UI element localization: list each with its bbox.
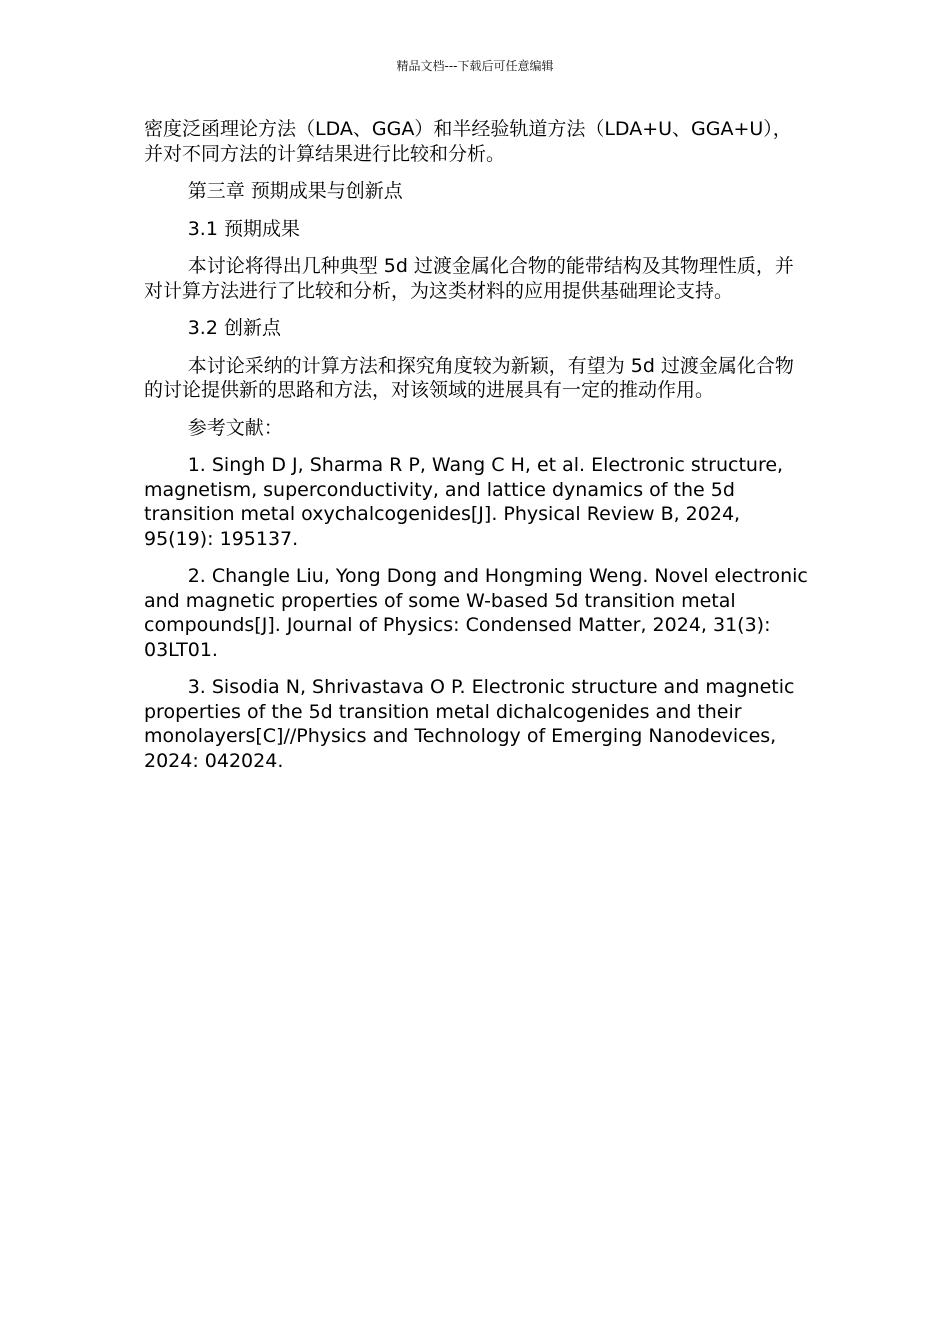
reference-item: 2. Changle Liu, Yong Dong and Hongming Weng. Novel electronic and magnetic properties of some W-based 5d transition metal compounds[J]. Journal of Physics: Condensed Matter, 2024, 31(3): 03LT01. bbox=[144, 565, 808, 661]
expected-results-paragraph: 本讨论将得出几种典型 5d 过渡金属化合物的能带结构及其物理性质，并对计算方法进行了比较和分析，为这类材料的应用提供基础理论支持。 bbox=[144, 255, 794, 302]
page-header: 精品文档---下载后可任意编辑 bbox=[396, 59, 554, 73]
reference-item: 1. Singh D J, Sharma R P, Wang C H, et al. Electronic structure, magnetism, superconductivity, and lattice dynamics of the 5d transition metal oxychalcogenides[J]. Physical Review B, 2024, 95(19): 195137. bbox=[144, 454, 784, 550]
section-title-expected-results: 3.1 预期成果 bbox=[187, 217, 300, 240]
innovation-paragraph: 本讨论采纳的计算方法和探究角度较为新颖，有望为 5d 过渡金属化合物的讨论提供新的思路和方法，对该领域的进展具有一定的推动作用。 bbox=[144, 354, 794, 401]
methods-paragraph: 密度泛函理论方法（LDA、GGA）和半经验轨道方法（LDA+U、GGA+U），并对不同方法的计算结果进行比较和分析。 bbox=[144, 118, 792, 165]
chapter-title: 第三章 预期成果与创新点 bbox=[187, 180, 403, 202]
reference-item: 3. Sisodia N, Shrivastava O P. Electronic structure and magnetic properties of the 5d transition metal dichalcogenides and their monolayers[C]//Physics and Technology of Emerging Nanodevices, 2024: 042024. bbox=[144, 676, 795, 772]
section-title-innovation: 3.2 创新点 bbox=[187, 317, 281, 339]
references-title: 参考文献： bbox=[187, 416, 283, 439]
document-body bbox=[144, 117, 809, 786]
